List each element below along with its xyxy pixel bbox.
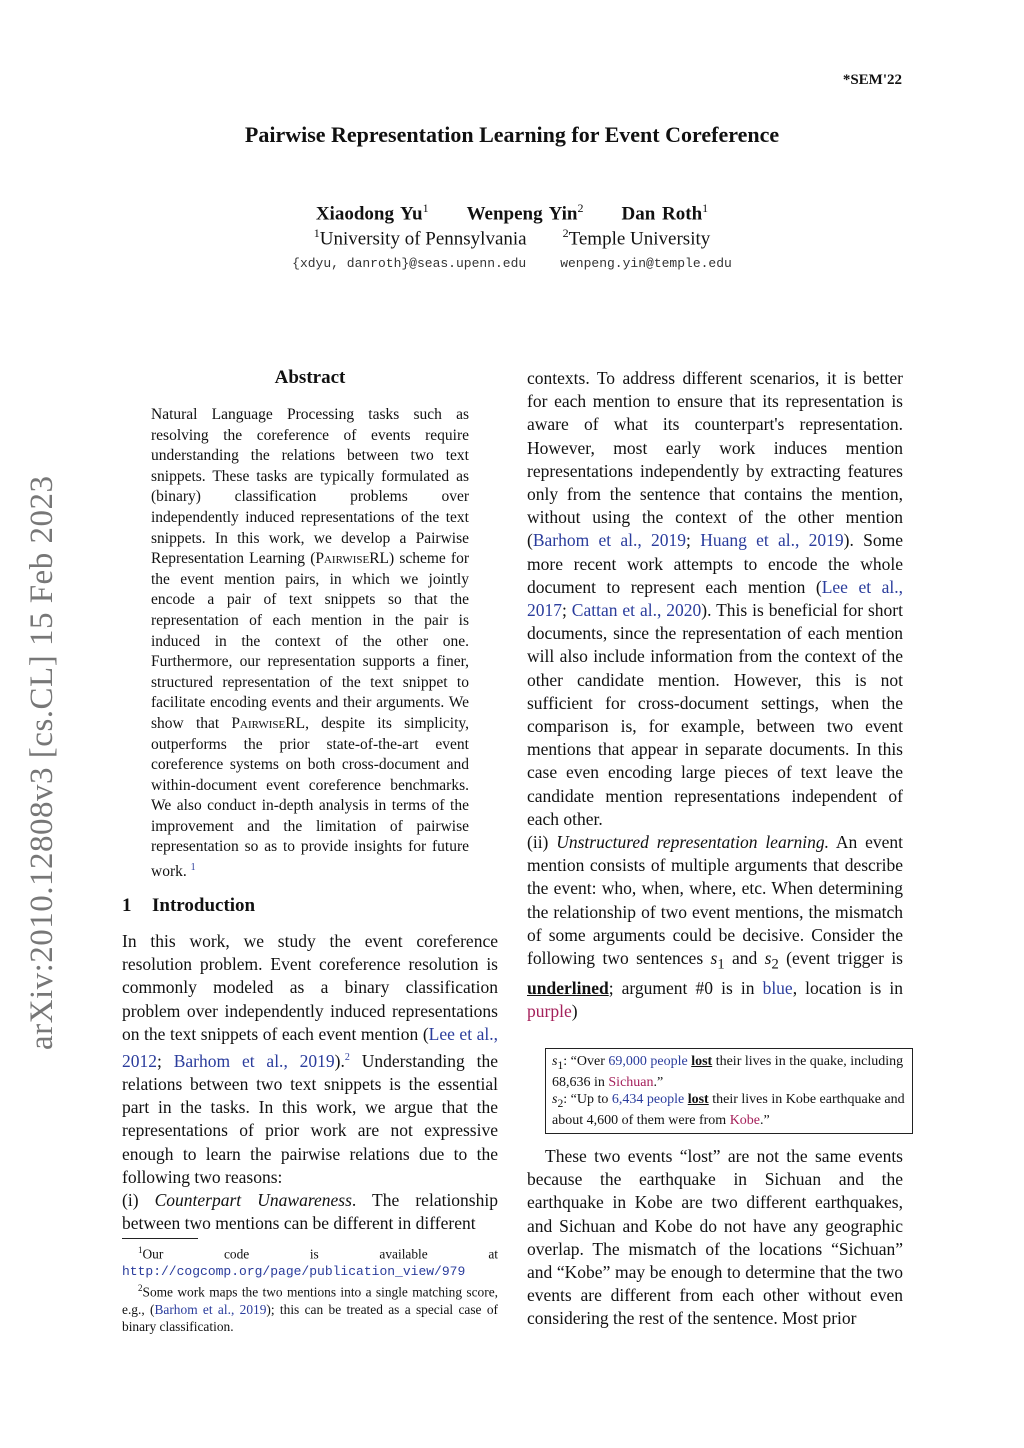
intro-text: In this work, we study the event coreference resolution problem. Event coreference resolution is commonly modeled as a binary classification problem over independently induced representations on the text snippets of each event mention (Lee et al., 2012; Barhom et al., 2019).$^2$ Understanding the relations between two text snippets is the essential part in the tasks. In this work, we argue that the representations of prior work are not expressive enough to learn the pairwise relations due to the following two reasons: (i) Counterpart Unawareness. The relationship between two mentions can be different in different xyxy=(122,931,498,1234)
author-list xyxy=(0,201,1024,225)
affil-num: 1 xyxy=(313,226,320,240)
example-sentences-box xyxy=(545,1048,913,1134)
example-sentence-s2: $s_2$: “Up to 6,434 people lost their lives in Kobe earthquake and about 4,600 of them were from Kobe.” xyxy=(552,1091,905,1128)
affil-name: University of Pennsylvania xyxy=(319,228,527,250)
footnote-divider xyxy=(122,1238,198,1239)
author-affil: 2 xyxy=(577,201,584,215)
author-name: Wenpeng Yin xyxy=(466,203,578,225)
abstract-text: Natural Language Processing tasks such as resolving the coreference of events require understanding the relations between two text snippets. These tasks are typically formulated as (binary) classification problems over independently induced representations of the text snippets. In this work, we develop a Pairwise Representation Learning (PairwiseRL) scheme for the event mention pairs, in which we jointly encode a pair of text snippets so that the representation of each mention in the pair is induced in the context of the other one. Furthermore, our representation supports a finer, structured representation of the text snippet to facilitate encoding events and their arguments. We show that PairwiseRL, despite its simplicity, outperforms the prior state-of-the-art event coreference systems on both cross-document and within-document event coreference benchmarks. We also conduct in-depth analysis in terms of the improvement and the limitation of pairwise representation so as to provide insights for future work. $^1$ xyxy=(151,406,470,881)
citation-link[interactable]: Lee et al., 2017 xyxy=(527,576,904,621)
author-affil: 1 xyxy=(702,201,709,215)
affiliation-list xyxy=(0,226,1024,250)
reason-title: Counterpart Unawareness xyxy=(154,1190,352,1211)
citation-link[interactable]: Barhom et al., 2019 xyxy=(532,530,687,551)
email[interactable]: wenpeng.yin@temple.edu xyxy=(560,256,732,271)
author-name: Dan Roth xyxy=(621,203,703,225)
arxiv-identifier: arXiv:2010.12808v3 [cs.CL] 15 Feb 2023 xyxy=(24,475,60,1050)
footnotes xyxy=(122,1242,498,1335)
footnote-ref[interactable]: 1 xyxy=(190,862,196,874)
venue-label: *SEM'22 xyxy=(842,72,902,88)
author-name: Xiaodong Yu xyxy=(315,203,423,225)
method-name: PairwiseRL xyxy=(231,714,306,732)
email-list xyxy=(0,256,1024,271)
footnote-ref[interactable]: 2 xyxy=(344,1052,350,1064)
example-sentence-s1: $s_1$: “Over 69,000 people lost their lives in the quake, including 68,636 in Sichuan.” xyxy=(552,1054,904,1090)
author-affil: 1 xyxy=(422,201,429,215)
email[interactable]: {xdyu, danroth}@seas.upenn.edu xyxy=(292,256,527,271)
right-column-text: contexts. To address different scenarios, it is better for each mention to ensure that its representation is aware of what its counterpart's representation. However, most early work induces mention representations independently by extracting features only from the sentence that contains the mention, without using the context of the other mention (Barhom et al., 2019; Huang et al., 2019). Some more recent work attempts to encode the whole document to represent each mention (Lee et al., 2017; Cattan et al., 2020). This is beneficial for short documents, since the representation of each mention will also include information from the context of the other candidate mention. However, this is not sufficient for cross-document settings, when the comparison is, for example, between two event mentions that appear in separate documents. In this case even encoding large pieces of text leave the candidate mention representations independent of each other. (ii) Unstructured representation learning. An event mention consists of multiple arguments that describe the event: who, when, where, etc. When determining the relationship of two event mentions, the mismatch of some arguments could be decisive. Consider the following two sentences $s_1$ and $s_2$ (event trigger is underlined; argument #0 is in blue, location is in purple) xyxy=(527,368,904,1021)
affil-num: 2 xyxy=(562,226,569,240)
code-url-link[interactable]: http://cogcomp.org/page/publication_view/979 xyxy=(122,1264,466,1280)
section-heading: 1 Introduction xyxy=(122,895,256,916)
paper-title: Pairwise Representation Learning for Event Coreference xyxy=(244,122,780,147)
citation-link[interactable]: Cattan et al., 2020 xyxy=(571,600,702,621)
right-column-continued: These two events “lost” are not the same events because the earthquake in Sichuan and the earthquake in Kobe are two different earthquakes, and Sichuan and Kobe do not have any geographic overlap. The mismatch of the locations “Sichuan” and “Kobe” may be enough to determine that the two events are different from each other without even considering the rest of the sentence. Most prior xyxy=(527,1146,903,1329)
affil-name: Temple University xyxy=(568,228,711,250)
citation-link[interactable]: Lee et al., 2012 xyxy=(122,1023,498,1071)
abstract-heading: Abstract xyxy=(274,367,346,388)
citation-link[interactable]: Barhom et al., 2019 xyxy=(173,1050,335,1071)
citation-link[interactable]: Huang et al., 2019 xyxy=(700,530,844,551)
footnote-2: $^2$Some work maps the two mentions into a single matching score, e.g., (Barhom et al., 2019); this can be treated as a special case of binary classification. xyxy=(122,1283,498,1334)
reason-title: Unstructured representation learning. xyxy=(556,832,830,853)
footnote-1: $^1$Our code is available at http://cogcomp.org/page/publication_view/979 xyxy=(122,1245,498,1280)
method-name: PairwiseRL xyxy=(315,550,390,568)
citation-link[interactable]: Barhom et al., 2019 xyxy=(154,1301,267,1317)
